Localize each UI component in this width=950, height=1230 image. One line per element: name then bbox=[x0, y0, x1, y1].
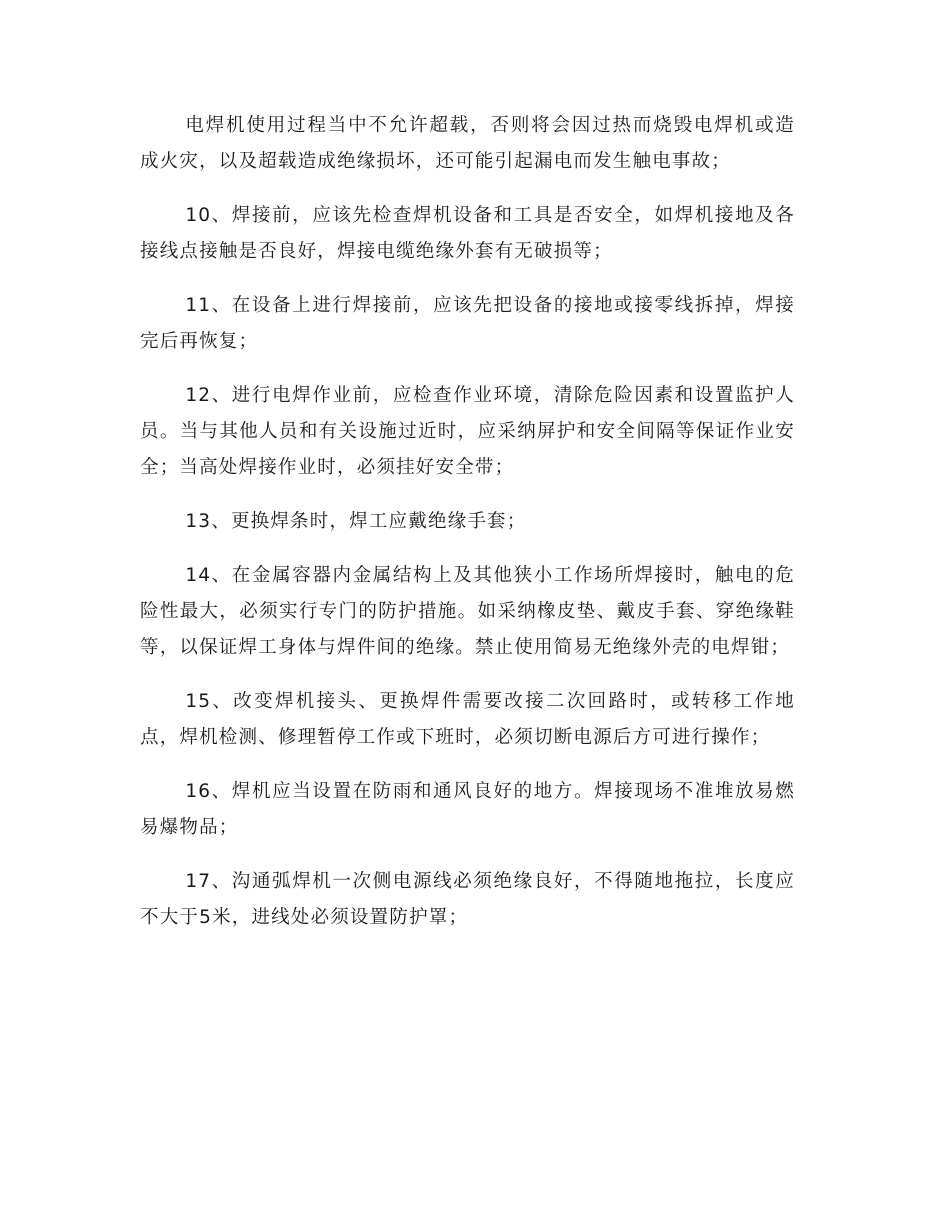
paragraph-item-16: 16、焊机应当设置在防雨和通风良好的地方。焊接现场不准堆放易燃易爆物品； bbox=[140, 781, 795, 838]
paragraph-item-15: 15、改变焊机接头、更换焊件需要改接二次回路时，或转移工作地点，焊机检测、修理暂停工作或下班时，必须切断电源后方可进行操作； bbox=[140, 691, 795, 748]
document-body bbox=[140, 108, 795, 954]
paragraph-item-12: 12、进行电焊作业前，应检查作业环境，清除危险因素和设置监护人员。当与其他人员和有关设施过近时，应采纳屏护和安全间隔等保证作业安全；当高处焊接作业时，必须挂好安全带； bbox=[140, 385, 795, 478]
paragraph-overload: 电焊机使用过程当中不允许超载，否则将会因过热而烧毁电焊机或造成火灾，以及超载造成绝缘损坏，还可能引起漏电而发生触电事故； bbox=[140, 115, 795, 172]
paragraph-item-17: 17、沟通弧焊机一次侧电源线必须绝缘良好，不得随地拖拉，长度应不大于5米，进线处必须设置防护罩； bbox=[140, 871, 795, 928]
paragraph-item-11: 11、在设备上进行焊接前，应该先把设备的接地或接零线拆掉，焊接完后再恢复； bbox=[140, 295, 795, 352]
paragraph-item-10: 10、焊接前，应该先检查焊机设备和工具是否安全，如焊机接地及各接线点接触是否良好，焊接电缆绝缘外套有无破损等； bbox=[140, 205, 795, 262]
paragraph-item-13: 13、更换焊条时，焊工应戴绝缘手套； bbox=[185, 511, 527, 532]
paragraph-item-14: 14、在金属容器内金属结构上及其他狭小工作场所焊接时，触电的危险性最大，必须实行专门的防护措施。如采纳橡皮垫、戴皮手套、穿绝缘鞋等，以保证焊工身体与焊件间的绝缘。禁止使用简易无绝缘外壳的电焊钳； bbox=[140, 565, 795, 658]
